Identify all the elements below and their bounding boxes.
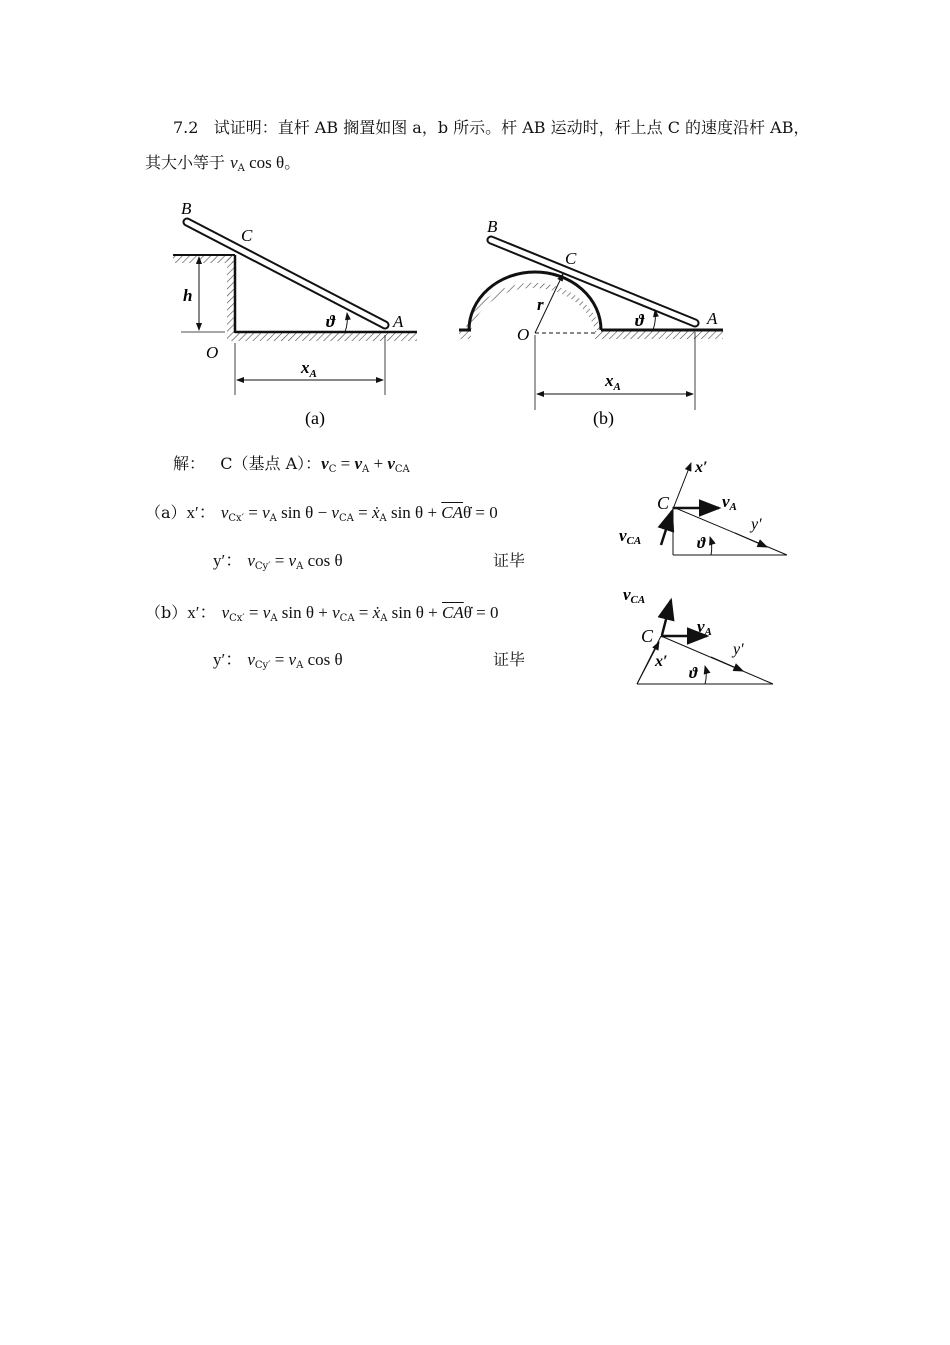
problem-line-2 (145, 153, 300, 179)
part-b-y-label: y′： (213, 650, 243, 669)
vca-vector (661, 511, 672, 545)
a-x-tail: θ̇ = 0 (463, 503, 498, 522)
solution-b-y (213, 650, 343, 676)
a-x-va: v (262, 503, 270, 522)
solution-intro (173, 454, 410, 480)
rod-ab-fill (187, 222, 385, 325)
solution-a-y (213, 551, 343, 577)
problem-v: v (230, 153, 238, 172)
vca-vector (662, 600, 671, 635)
part-a-done: 证毕 (493, 551, 526, 570)
b-y-eq: = (270, 650, 289, 669)
label-r: r (537, 295, 544, 314)
b-x-tail: θ̇ = 0 (463, 603, 499, 622)
part-b-label: （b） (145, 603, 188, 622)
vector-diagram-a (615, 455, 795, 565)
part-a-label: （a） (145, 503, 187, 522)
b-x-v: v (221, 603, 230, 622)
eq-va-sub: A (362, 464, 370, 475)
label-xa: $x_A$ (301, 358, 317, 380)
eq-equals: = (336, 454, 355, 473)
b-x-xdot: ẋ (372, 603, 381, 622)
rod-ab-fill (491, 240, 695, 323)
label-o: O (517, 325, 530, 344)
y-prime-arrow (711, 657, 743, 671)
theta-arc (710, 537, 712, 555)
a-x-eq2: = (353, 503, 372, 522)
theta-arc (705, 666, 706, 684)
b-y-v-sub: Cy′ (254, 660, 271, 671)
floor-hatch (227, 333, 417, 341)
solution-a-x (145, 503, 498, 529)
angle-arc (345, 313, 347, 332)
eq-vca-sub: CA (394, 464, 410, 475)
label-c: C (657, 493, 670, 513)
ledge-hatch (173, 255, 233, 263)
label-va: vA (722, 492, 737, 513)
label-theta: ϑ (697, 535, 706, 552)
part-b-done: 证毕 (493, 650, 526, 669)
label-a: A (393, 312, 404, 331)
eq-vc-sub: C (328, 464, 337, 475)
label-b: B (487, 217, 498, 236)
a-x-ca: $\overline{CA}$ (441, 503, 464, 522)
label-y-prime: y′ (733, 641, 744, 658)
b-x-eq2: = (354, 603, 373, 622)
figure-b (455, 210, 735, 435)
a-x-v-sub: Cx′ (228, 513, 244, 524)
part-b-x-label: x′： (187, 603, 217, 622)
eq-vca: v (387, 454, 395, 473)
label-c: C (565, 249, 577, 268)
b-x-eq: = (244, 603, 263, 622)
a-y-eq: = (270, 551, 289, 570)
b-x-sin: sin θ + (277, 603, 333, 622)
label-c: C (241, 226, 253, 245)
solution-b-x (145, 603, 498, 629)
y-prime-arrow (735, 533, 767, 547)
b-x-ca: $\overline{CA}$ (442, 603, 464, 622)
label-theta: ϑ (689, 665, 698, 682)
eq-va: v (354, 454, 363, 473)
problem-text-1: 试证明：直杆 AB 搁置如图 a，b 所示。杆 AB 运动时，杆上点 C 的速度沿杆 AB， (213, 118, 810, 137)
a-x-eq: = (243, 503, 263, 522)
a-x-xdot-sub: A (379, 513, 387, 524)
b-y-cos: cos θ (303, 650, 343, 669)
b-x-vca-sub: CA (339, 613, 355, 624)
label-o: O (206, 343, 219, 362)
triangle-hypotenuse (673, 507, 787, 555)
figure-a (165, 195, 430, 435)
label-vca: vCA (619, 526, 642, 547)
a-x-xdot: ẋ (371, 503, 380, 522)
label-c: C (641, 626, 654, 646)
a-x-vca-sub: CA (338, 513, 354, 524)
label-x-prime: x′ (695, 459, 708, 476)
part-a-x-label: x′： (186, 503, 216, 522)
floor-left-hatch (459, 331, 471, 339)
a-x-vca: v (331, 503, 339, 522)
label-b: B (181, 199, 192, 218)
a-y-v-sub: Cy′ (254, 561, 271, 572)
a-y-va: v (288, 551, 297, 570)
label-x-prime: x′ (655, 653, 668, 670)
b-x-sin2: sin θ + (387, 603, 442, 622)
a-y-va-sub: A (296, 561, 304, 572)
part-a-y-label: y′： (213, 551, 243, 570)
a-x-va-sub: A (269, 513, 277, 524)
b-y-va: v (288, 650, 297, 669)
label-y-prime: y′ (751, 516, 762, 533)
b-x-v-sub: Cx′ (229, 613, 245, 624)
label-a: A (707, 309, 718, 328)
label-theta: ϑ (326, 312, 335, 331)
label-vca: vCA (623, 585, 646, 606)
eq-vc: v (321, 454, 329, 473)
solution-intro-text: C（基点 A）： (220, 454, 322, 473)
b-y-v: v (247, 650, 255, 669)
floor-right-hatch (595, 331, 723, 339)
label-xa: $x_A$ (605, 371, 621, 393)
a-x-sin: sin θ − (276, 503, 332, 522)
problem-v-sub: A (237, 163, 245, 174)
x-prime-axis (673, 463, 691, 509)
angle-arc (653, 310, 655, 330)
caption-a: (a) (305, 408, 325, 428)
b-x-va: v (262, 603, 271, 622)
problem-line-1 (173, 118, 809, 138)
problem-cos: cos θ (244, 153, 285, 172)
problem-number: 7.2 (173, 118, 199, 137)
label-va: vA (697, 617, 712, 638)
a-y-cos: cos θ (303, 551, 343, 570)
b-x-va-sub: A (270, 613, 278, 624)
a-x-v: v (220, 503, 229, 522)
solution-label: 解： (173, 454, 206, 473)
eq-plus: + (369, 454, 388, 473)
vector-diagram-b (615, 580, 795, 695)
label-h: h (183, 286, 193, 305)
b-y-va-sub: A (296, 660, 304, 671)
b-x-xdot-sub: A (380, 613, 388, 624)
problem-text-2: 其大小等于 (145, 153, 231, 172)
caption-b: (b) (593, 408, 614, 428)
problem-end: 。 (284, 153, 301, 172)
b-x-vca: v (332, 603, 340, 622)
label-theta: ϑ (635, 311, 644, 330)
a-y-v: v (247, 551, 255, 570)
a-x-sin2: sin θ + (386, 503, 442, 522)
